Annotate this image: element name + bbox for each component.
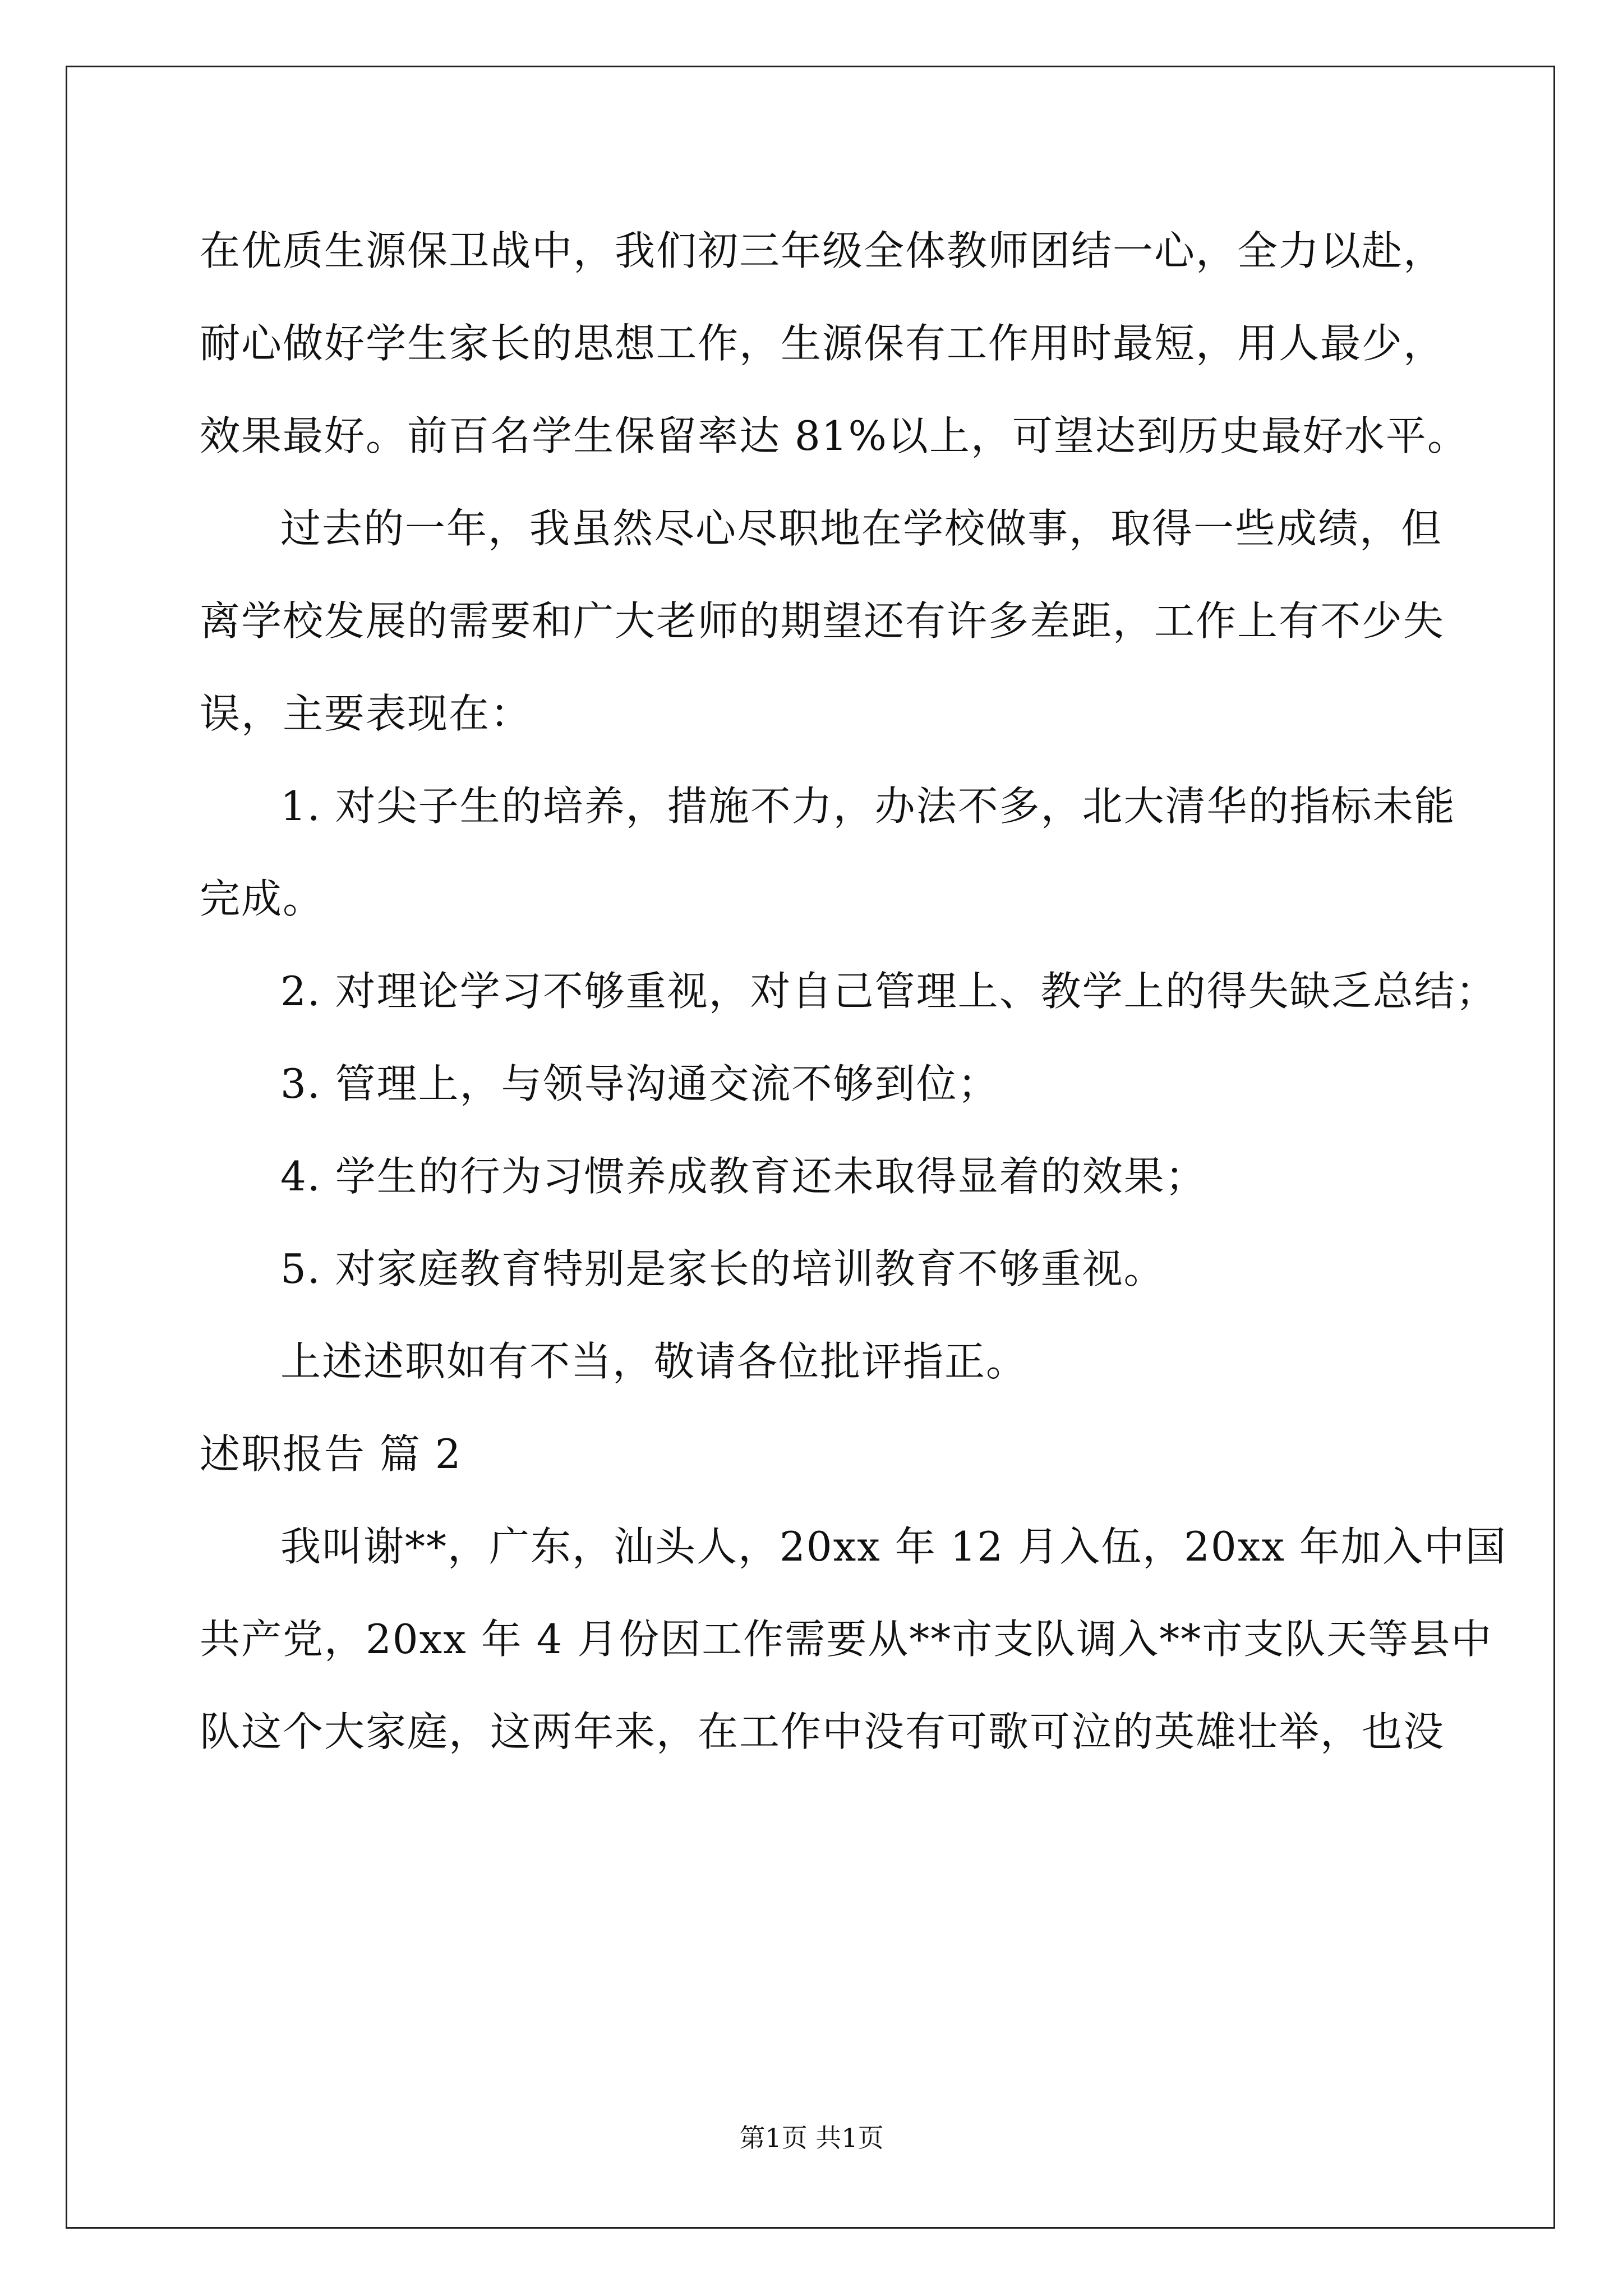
paragraph-line: 我叫谢**，广东，汕头人，20xx 年 12 月入伍，20xx 年加入中国 [280,1523,1507,1570]
paragraph-line: 离学校发展的需要和广大老师的期望还有许多差距，工作上有不少失 [200,597,1445,645]
list-item: 3. 管理上，与领导沟通交流不够到位； [280,1060,999,1107]
paragraph-line: 误，主要表现在： [200,690,532,737]
paragraph-line: 在优质生源保卫战中，我们初三年级全体教师团结一心，全力以赴， [200,227,1445,274]
list-item: 4. 学生的行为习惯养成教育还未取得显着的效果； [280,1153,1207,1200]
paragraph-line: 上述述职如有不当，敬请各位批评指正。 [280,1338,1028,1385]
page-footer: 第1页 共1页 [739,2123,884,2153]
paragraph-line: 共产党，20xx 年 4 月份因工作需要从**市支队调入**市支队天等县中 [200,1616,1493,1663]
list-item: 1. 对尖子生的培养，措施不力，办法不多，北大清华的指标未能 [280,783,1456,830]
list-item: 5. 对家庭教育特别是家长的培训教育不够重视。 [280,1245,1165,1292]
paragraph-line: 耐心做好学生家长的思想工作，生源保有工作用时最短，用人最少， [200,320,1445,367]
paragraph-line: 队这个大家庭，这两年来，在工作中没有可歌可泣的英雄壮举，也没 [200,1708,1445,1755]
page-border [66,66,1555,2229]
paragraph-line: 完成。 [200,875,325,922]
section-heading: 述职报告 篇 2 [200,1430,462,1478]
list-item: 2. 对理论学习不够重视，对自己管理上、教学上的得失缺乏总结； [280,968,1497,1015]
paragraph-line: 过去的一年，我虽然尽心尽职地在学校做事，取得一些成绩，但 [280,505,1443,552]
paragraph-line: 效果最好。前百名学生保留率达 81%以上，可望达到历史最好水平。 [200,412,1469,459]
